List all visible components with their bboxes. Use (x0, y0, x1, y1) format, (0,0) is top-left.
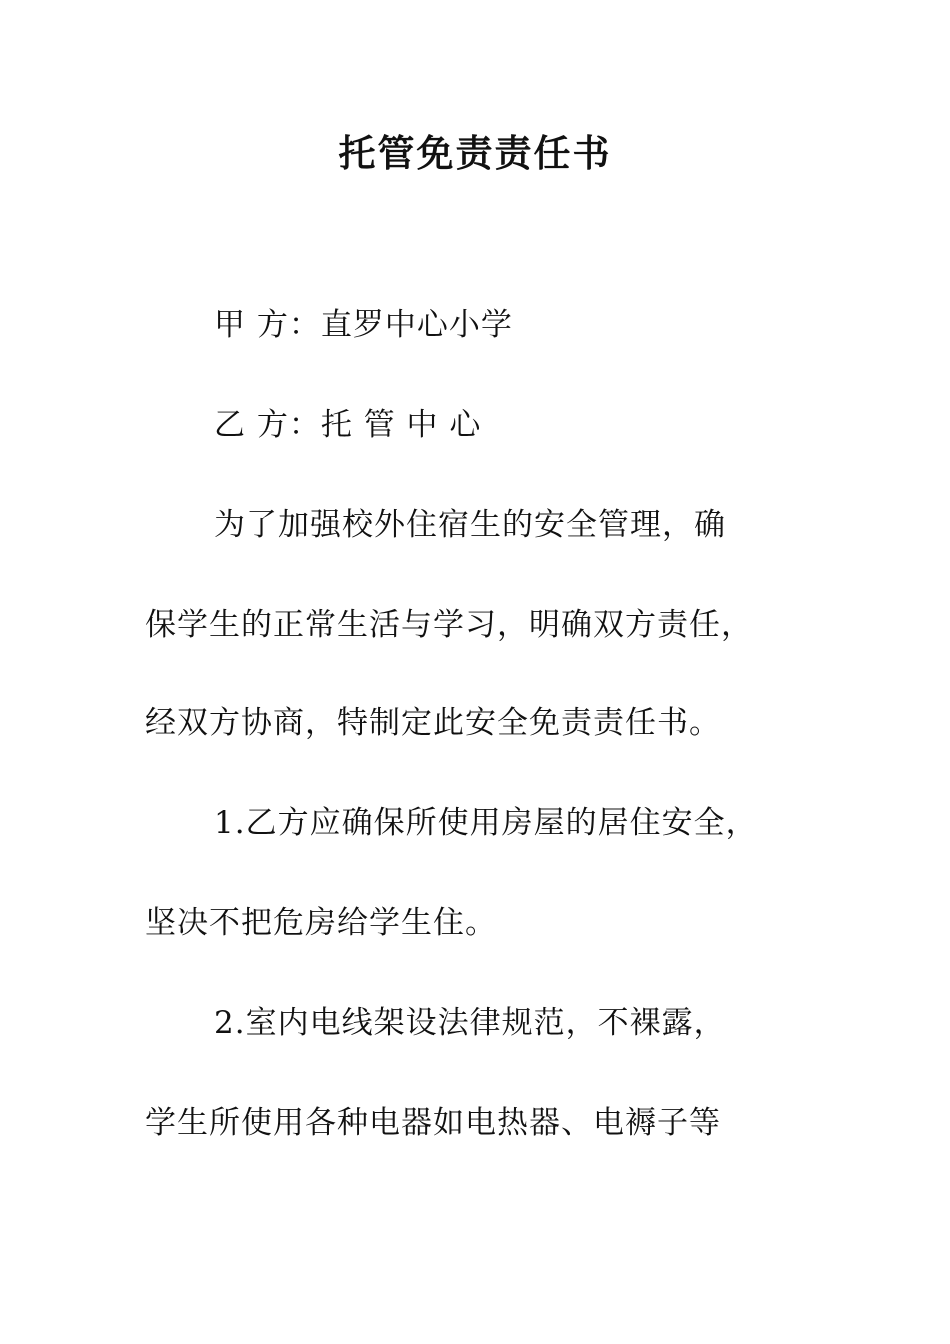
intro-line-1: 为了加强校外住宿生的安全管理，确 (214, 507, 726, 543)
party-a-line: 甲 方：直罗中心小学 (214, 307, 513, 343)
party-b-line: 乙 方：托 管 中 心 (214, 407, 482, 443)
intro-line-2: 保学生的正常生活与学习，明确双方责任， (145, 607, 753, 643)
clause1-line-2: 坚决不把危房给学生住。 (145, 905, 497, 941)
clause2-line-2: 学生所使用各种电器如电热器、电褥子等 (145, 1105, 721, 1141)
intro-line-3: 经双方协商，特制定此安全免责责任书。 (145, 705, 721, 741)
document-title: 托管免责责任书 (338, 131, 612, 175)
clause1-line-1: 1.乙方应确保所使用房屋的居住安全， (214, 805, 758, 841)
clause2-line-1: 2.室内电线架设法律规范，不裸露， (214, 1005, 726, 1041)
